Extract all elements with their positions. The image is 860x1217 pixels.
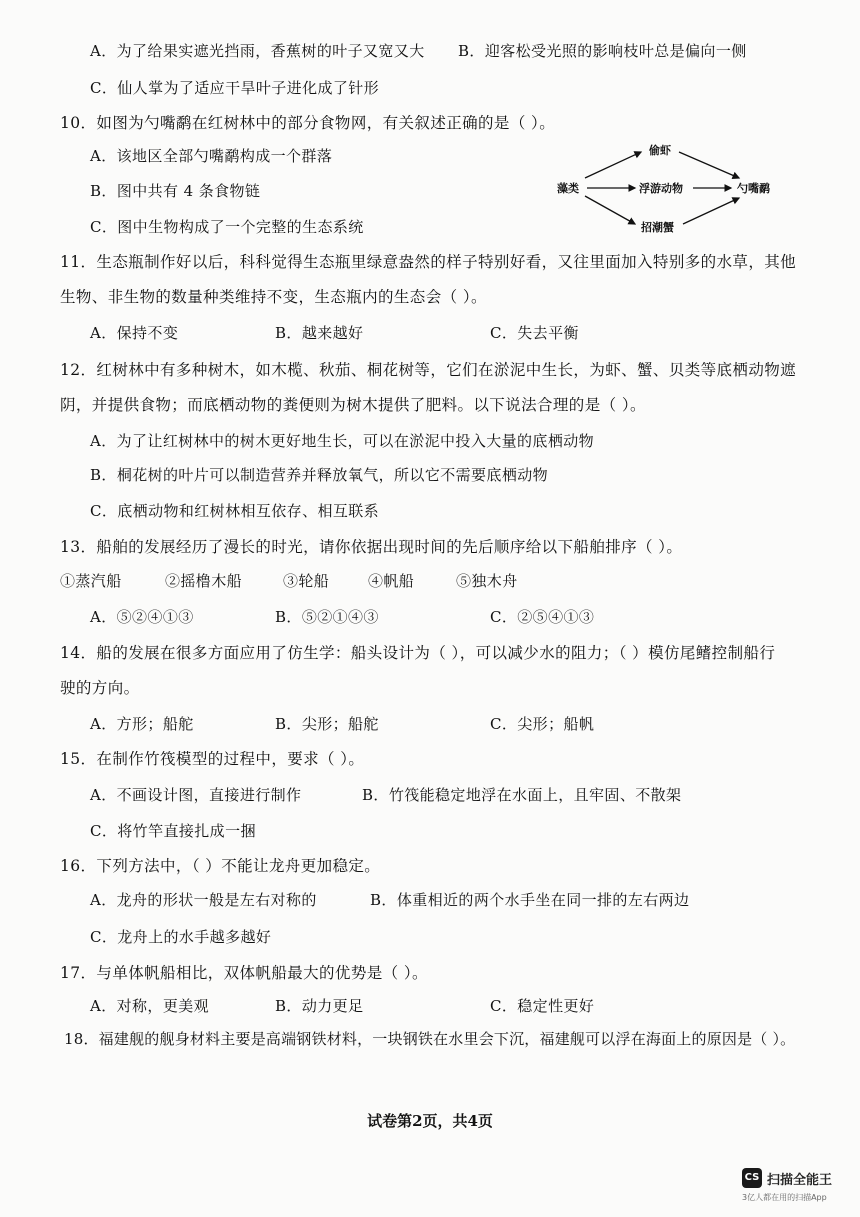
q15-option-c: C．将竹竿直接扎成一捆: [90, 822, 256, 840]
food-web-diagram: [555, 140, 780, 235]
q13-stem: 13．船舶的发展经历了漫长的时光，请你依据出现时间的先后顺序给以下船舶排序（ ）。: [60, 538, 683, 556]
node-crab: 招潮蟹: [641, 221, 674, 234]
q17-stem: 17．与单体帆船相比，双体帆船最大的优势是（ ）。: [60, 964, 428, 982]
logo-name: 扫描全能王: [767, 1173, 833, 1188]
arrow-crab-sandpiper: [683, 198, 739, 224]
q9-option-a: A．为了给果实遮光挡雨，香蕉树的叶子又宽又大: [90, 42, 425, 60]
q9-option-b: B．迎客松受光照的影响枝叶总是偏向一侧: [458, 42, 747, 60]
q10-option-b: B．图中共有 4 条食物链: [90, 182, 261, 200]
logo-tagline: 3亿人都在用的扫描App: [742, 1193, 827, 1202]
q10-stem: 10．如图为勺嘴鹬在红树林中的部分食物网，有关叙述正确的是（ ）。: [60, 114, 556, 132]
node-plankton: 浮游动物: [639, 182, 683, 195]
q17-option-a: A．对称，更美观: [90, 997, 210, 1015]
q14-option-b: B．尖形；船舵: [275, 715, 379, 733]
q13-option-c: C．②⑤④①③: [490, 608, 595, 626]
q12-option-c: C．底栖动物和红树林相互依存、相互联系: [90, 502, 380, 520]
arrow-algae-shrimp: [585, 152, 641, 178]
arrow-shrimp-sandpiper: [679, 152, 739, 178]
q13-item-1: ①蒸汽船: [60, 572, 122, 590]
q11-option-a: A．保持不变: [90, 324, 179, 342]
q13-option-a: A．⑤②④①③: [90, 608, 194, 626]
q12-stem-line2: 阴，并提供食物；而底栖动物的粪便则为树木提供了肥料。以下说法合理的是（ ）。: [60, 396, 646, 414]
q9-option-c: C．仙人掌为了适应干旱叶子进化成了针形: [90, 79, 380, 97]
q14-option-a: A．方形；船舵: [90, 715, 194, 733]
node-algae: 藻类: [557, 182, 579, 195]
q11-option-b: B．越来越好: [275, 324, 364, 342]
q16-option-a: A．龙舟的形状一般是左右对称的: [90, 891, 317, 909]
q18-stem: 18．福建舰的舰身材料主要是高端钢铁材料，一块钢铁在水里会下沉，福建舰可以浮在海面上的原因是（ ）。: [64, 1030, 796, 1048]
q14-stem-line1: 14．船的发展在很多方面应用了仿生学：船头设计为（ ），可以减少水的阻力；（ ）模仿尾鳍控制船行: [60, 644, 776, 662]
q10-option-a: A．该地区全部勺嘴鹬构成一个群落: [90, 147, 333, 165]
node-shrimp: 偷虾: [649, 144, 671, 157]
arrow-algae-crab: [585, 196, 635, 224]
page-footer: 试卷第2页，共4页: [367, 1112, 493, 1130]
q13-option-b: B．⑤②①④③: [275, 608, 379, 626]
q12-option-b: B．桐花树的叶片可以制造营养并释放氧气，所以它不需要底栖动物: [90, 466, 549, 484]
node-sandpiper: 勺嘴鹬: [737, 182, 770, 195]
q11-option-c: C．失去平衡: [490, 324, 579, 342]
q16-option-b: B．体重相近的两个水手坐在同一排的左右两边: [370, 891, 690, 909]
q14-stem-line2: 驶的方向。: [60, 679, 140, 697]
q14-option-c: C．尖形；船帆: [490, 715, 595, 733]
q12-stem-line1: 12．红树林中有多种树木，如木榄、秋茄、桐花树等，它们在淤泥中生长，为虾、蟹、贝类等底栖动物遮: [60, 361, 797, 379]
q16-stem: 16．下列方法中，（ ）不能让龙舟更加稳定。: [60, 857, 381, 875]
q15-option-a: A．不画设计图，直接进行制作: [90, 786, 302, 804]
q16-option-c: C．龙舟上的水手越多越好: [90, 928, 272, 946]
q13-item-5: ⑤独木舟: [456, 572, 518, 590]
cs-logo-icon: CS: [742, 1168, 762, 1188]
q13-item-3: ③轮船: [283, 572, 330, 590]
q11-stem-line2: 生物、非生物的数量种类维持不变，生态瓶内的生态会（ ）。: [60, 288, 487, 306]
q13-item-2: ②摇橹木船: [165, 572, 243, 590]
q10-option-c: C．图中生物构成了一个完整的生态系统: [90, 218, 364, 236]
q13-item-4: ④帆船: [368, 572, 415, 590]
q15-option-b: B．竹筏能稳定地浮在水面上，且牢固、不散架: [362, 786, 682, 804]
q15-stem: 15．在制作竹筏模型的过程中，要求（ ）。: [60, 750, 365, 768]
q17-option-b: B．动力更足: [275, 997, 364, 1015]
q12-option-a: A．为了让红树林中的树木更好地生长，可以在淤泥中投入大量的底栖动物: [90, 432, 595, 450]
q11-stem-line1: 11．生态瓶制作好以后，科科觉得生态瓶里绿意盎然的样子特别好看，又往里面加入特别多的水草，其他: [60, 253, 797, 271]
q17-option-c: C．稳定性更好: [490, 997, 595, 1015]
